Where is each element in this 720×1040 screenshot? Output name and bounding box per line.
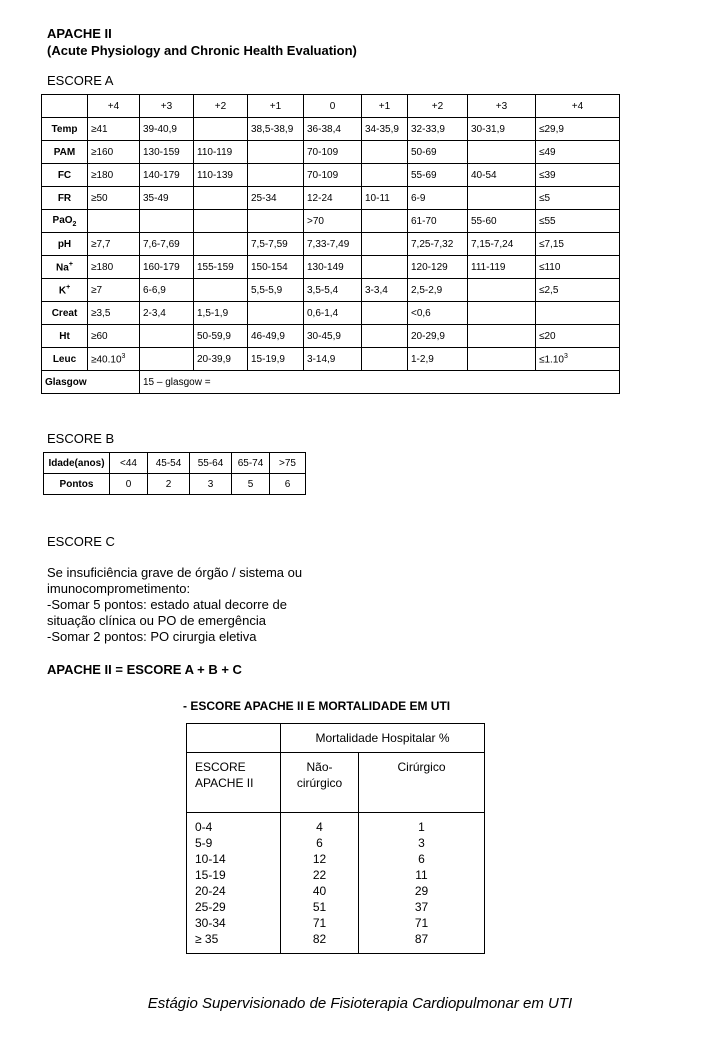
age-cell: <44 (110, 453, 148, 474)
table-cell: 55-60 (468, 210, 536, 233)
table-cell (248, 302, 304, 325)
score-a-col-header (42, 95, 88, 118)
table-cell: ≥160 (88, 141, 140, 164)
row-label: PAM (42, 141, 88, 164)
table-cell: ≤2,5 (536, 279, 620, 302)
table-cell: 20-29,9 (408, 325, 468, 348)
table-cell: 1,5-1,9 (194, 302, 248, 325)
table-cell: 150-154 (248, 256, 304, 279)
list-item: 0-4 (195, 820, 213, 834)
table-cell: ≤110 (536, 256, 620, 279)
table-cell: 50-59,9 (194, 325, 248, 348)
points-cell: 2 (148, 474, 190, 495)
list-item: 40 (312, 884, 327, 898)
row-label: FC (42, 164, 88, 187)
list-item: 6 (316, 836, 323, 850)
table-cell: ≥7 (88, 279, 140, 302)
score-a-heading: ESCORE A (47, 73, 114, 88)
glasgow-value: 15 – glasgow = (140, 371, 620, 394)
age-label: Idade(anos) (44, 453, 110, 474)
table-cell (362, 325, 408, 348)
table-cell: 30-45,9 (304, 325, 362, 348)
list-item: 82 (312, 932, 327, 946)
score-a-col-header: +2 (408, 95, 468, 118)
table-cell (362, 141, 408, 164)
table-cell: 15-19,9 (248, 348, 304, 371)
points-cell: 6 (270, 474, 306, 495)
age-cell: 65-74 (232, 453, 270, 474)
table-cell (194, 279, 248, 302)
surgical-list (359, 813, 485, 954)
table-cell (362, 233, 408, 256)
table-cell: <0,6 (408, 302, 468, 325)
table-cell: 61-70 (408, 210, 468, 233)
score-a-col-header: +1 (362, 95, 408, 118)
table-cell (468, 187, 536, 210)
table-cell: 120-129 (408, 256, 468, 279)
table-cell: $\ge 40.10^3$ (88, 348, 140, 371)
list-item: 22 (312, 868, 327, 882)
subtitle-line: (Acute Physiology and Chronic Health Evaluation) (47, 43, 357, 58)
table-row (42, 279, 620, 302)
header-line: cirúrgico (296, 776, 343, 790)
table-cell: 5,5-5,9 (248, 279, 304, 302)
table-row (42, 141, 620, 164)
row-label: pH (42, 233, 88, 256)
table-cell: 111-119 (468, 256, 536, 279)
age-cell: 55-64 (190, 453, 232, 474)
table-cell: 0,6-1,4 (304, 302, 362, 325)
table-cell (468, 348, 536, 371)
text-line: -Somar 5 pontos: estado atual decorre de (47, 597, 287, 612)
age-cell: 45-54 (148, 453, 190, 474)
table-cell: 20-39,9 (194, 348, 248, 371)
footer: Estágio Supervisionado de Fisioterapia Cardiopulmonar em UTI (147, 995, 573, 1012)
table-cell: ≤5 (536, 187, 620, 210)
table-cell: ≤39 (536, 164, 620, 187)
table-cell: 36-38,4 (304, 118, 362, 141)
nonsurgical-list (281, 813, 359, 954)
table-cell (248, 210, 304, 233)
table-cell: 50-69 (408, 141, 468, 164)
row-label: Leuc (42, 348, 88, 371)
list-item: 4 (316, 820, 323, 834)
score-c-text (47, 565, 347, 645)
table-cell: 1-2,9 (408, 348, 468, 371)
table-cell: ≥3,5 (88, 302, 140, 325)
list-item: 11 (415, 868, 428, 882)
table-cell: ≤49 (536, 141, 620, 164)
table-cell (362, 302, 408, 325)
list-item: 3 (418, 836, 425, 850)
text-line: Se insuficiência grave de órgão / sistema ou (47, 565, 303, 580)
table-cell: 7,33-7,49 (304, 233, 362, 256)
list-item: 30-34 (195, 916, 226, 930)
group-header: Mortalidade Hospitalar % (281, 724, 485, 753)
table-cell (194, 187, 248, 210)
table-cell: 140-179 (140, 164, 194, 187)
table-cell (140, 325, 194, 348)
table-cell: 2,5-2,9 (408, 279, 468, 302)
table-cell: ≥7,7 (88, 233, 140, 256)
score-c-heading: ESCORE C (47, 534, 115, 549)
list-item: 37 (414, 900, 429, 914)
table-cell: 110-119 (194, 141, 248, 164)
glasgow-row (42, 371, 620, 394)
table-cell: 70-109 (304, 164, 362, 187)
table-cell: 7,5-7,59 (248, 233, 304, 256)
list-item: 51 (312, 900, 327, 914)
list-item: 6 (418, 852, 425, 866)
table-cell: ≥41 (88, 118, 140, 141)
row-label: Na+ (42, 256, 88, 279)
table-cell (362, 256, 408, 279)
table-cell: ≤7,15 (536, 233, 620, 256)
mortality-table (186, 723, 485, 954)
row-label: PaO$_2$ (42, 210, 88, 233)
list-item: 20-24 (195, 884, 226, 898)
row-label: K+ (42, 279, 88, 302)
table-cell: 40-54 (468, 164, 536, 187)
table-cell (468, 302, 536, 325)
table-cell (362, 164, 408, 187)
table-cell: $\le 1.10^3$ (536, 348, 620, 371)
score-a-table (41, 94, 620, 394)
table-row (42, 233, 620, 256)
table-cell (468, 141, 536, 164)
table-row (42, 164, 620, 187)
list-item: 25-29 (195, 900, 226, 914)
text-line: situação clínica ou PO de emergência (47, 613, 266, 628)
table-cell: ≥60 (88, 325, 140, 348)
list-item: 15-19 (195, 868, 226, 882)
table-row (42, 210, 620, 233)
list-item: 71 (414, 916, 429, 930)
table-cell: 70-109 (304, 141, 362, 164)
table-cell (468, 279, 536, 302)
table-cell (248, 164, 304, 187)
list-item: 10-14 (195, 852, 226, 866)
table-cell: 32-33,9 (408, 118, 468, 141)
table-cell (194, 118, 248, 141)
table-cell: 46-49,9 (248, 325, 304, 348)
table-cell: 30-31,9 (468, 118, 536, 141)
table-cell: 6-6,9 (140, 279, 194, 302)
glasgow-label: Glasgow (42, 371, 140, 394)
list-item: 87 (414, 932, 429, 946)
age-cell: >75 (270, 453, 306, 474)
score-a-col-header: 0 (304, 95, 362, 118)
mortality-title: - ESCORE APACHE II E MORTALIDADE EM UTI (183, 699, 451, 713)
table-cell: ≥180 (88, 256, 140, 279)
table-cell: 38,5-38,9 (248, 118, 304, 141)
header-line: Não- (306, 760, 333, 774)
table-cell (536, 302, 620, 325)
table-cell (468, 325, 536, 348)
points-cell: 5 (232, 474, 270, 495)
table-row (42, 302, 620, 325)
points-cell: 0 (110, 474, 148, 495)
points-label: Pontos (44, 474, 110, 495)
table-cell (194, 210, 248, 233)
table-cell: 35-49 (140, 187, 194, 210)
score-a-col-header: +3 (140, 95, 194, 118)
nonsurgical-col-header (281, 753, 359, 813)
table-cell: 2-3,4 (140, 302, 194, 325)
table-cell (362, 210, 408, 233)
table-row (42, 348, 620, 371)
table-cell: 12-24 (304, 187, 362, 210)
title-line: APACHE II (47, 26, 112, 41)
table-cell (140, 348, 194, 371)
table-cell: 3,5-5,4 (304, 279, 362, 302)
score-a-col-header: +1 (248, 95, 304, 118)
table-cell: 7,6-7,69 (140, 233, 194, 256)
table-cell (362, 348, 408, 371)
table-row (42, 187, 620, 210)
list-item: 1 (418, 820, 425, 834)
formula: APACHE II = ESCORE A + B + C (47, 662, 242, 677)
row-label: Ht (42, 325, 88, 348)
score-a-col-header: +4 (88, 95, 140, 118)
table-cell: ≤20 (536, 325, 620, 348)
table-cell: 10-11 (362, 187, 408, 210)
table-cell (140, 210, 194, 233)
table-cell: 55-69 (408, 164, 468, 187)
header-line: APACHE II (195, 776, 254, 790)
header-line: ESCORE (195, 760, 246, 774)
surgical-col-header: Cirúrgico (359, 753, 485, 813)
table-cell: 7,25-7,32 (408, 233, 468, 256)
table-cell: 130-149 (304, 256, 362, 279)
table-cell: ≥50 (88, 187, 140, 210)
table-row (42, 256, 620, 279)
table-cell (248, 141, 304, 164)
table-cell (194, 233, 248, 256)
score-a-col-header: +2 (194, 95, 248, 118)
points-cell: 3 (190, 474, 232, 495)
table-cell: 34-35,9 (362, 118, 408, 141)
row-label: FR (42, 187, 88, 210)
list-item: ≥ 35 (195, 932, 219, 946)
table-cell: 7,15-7,24 (468, 233, 536, 256)
score-a-col-header: +4 (536, 95, 620, 118)
score-a-col-header: +3 (468, 95, 536, 118)
table-cell: 25-34 (248, 187, 304, 210)
text-line: imunocomprometimento: (47, 581, 191, 596)
row-label: Creat (42, 302, 88, 325)
table-cell (88, 210, 140, 233)
table-cell: ≥180 (88, 164, 140, 187)
list-item: 5-9 (195, 836, 213, 850)
table-cell: 6-9 (408, 187, 468, 210)
text-line: -Somar 2 pontos: PO cirurgia eletiva (47, 629, 257, 644)
list-item: 29 (414, 884, 429, 898)
table-cell: 3-14,9 (304, 348, 362, 371)
list-item: 12 (312, 852, 327, 866)
table-cell: 110-139 (194, 164, 248, 187)
score-b-table (43, 452, 306, 495)
document-title (47, 25, 357, 59)
score-b-heading: ESCORE B (47, 431, 115, 446)
score-col-header (187, 753, 281, 813)
table-row (42, 118, 620, 141)
empty-header-cell (187, 724, 281, 753)
table-cell: 3-3,4 (362, 279, 408, 302)
row-label: Temp (42, 118, 88, 141)
table-cell: 155-159 (194, 256, 248, 279)
table-cell: ≤55 (536, 210, 620, 233)
score-list (187, 813, 281, 954)
table-cell: 39-40,9 (140, 118, 194, 141)
table-row (42, 325, 620, 348)
table-cell: 130-159 (140, 141, 194, 164)
list-item: 71 (312, 916, 327, 930)
table-cell: 160-179 (140, 256, 194, 279)
table-cell: >70 (304, 210, 362, 233)
table-cell: ≤29,9 (536, 118, 620, 141)
